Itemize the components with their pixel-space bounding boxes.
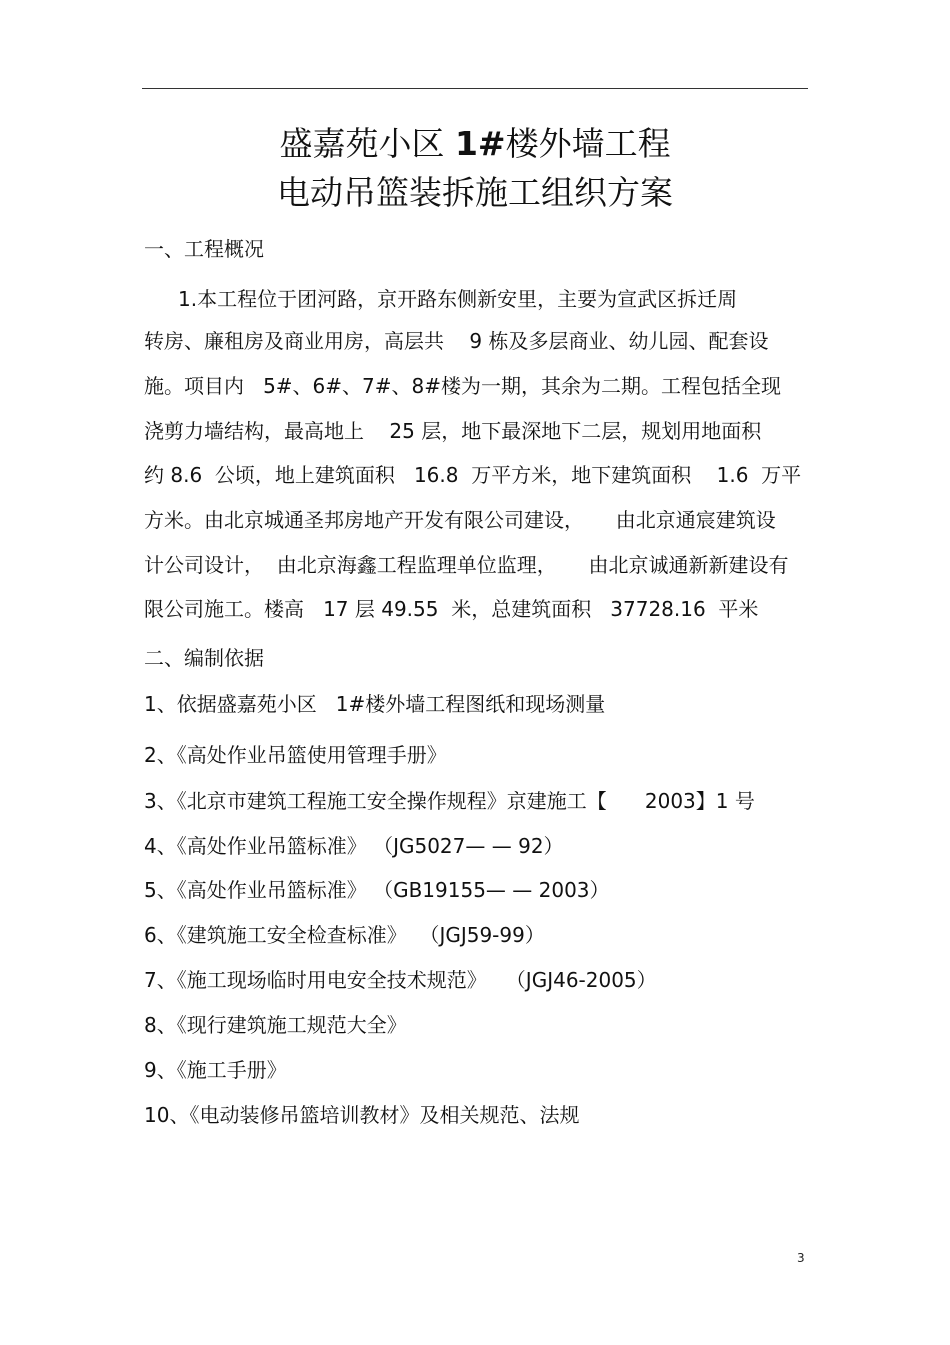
- reference-item: 10、《电动装修吊篮培训教材》及相关规范、法规: [144, 1103, 580, 1127]
- section-heading-basis: 二、编制依据: [144, 646, 264, 670]
- overview-line: 计公司设计， 由北京海鑫工程监理单位监理， 由北京诚通新新建设有: [144, 553, 789, 577]
- document-title-line1: [0, 124, 950, 164]
- reference-item: 4、《高处作业吊篮标准》 （JG5027— — 92）: [144, 834, 564, 858]
- overview-line: 限公司施工。楼高 17 层 49.55 米，总建筑面积 37728.16 平米: [144, 597, 759, 621]
- title-line1-part-c: 楼外墙工程: [505, 124, 671, 163]
- header-rule: [142, 88, 808, 89]
- reference-item: 8、《现行建筑施工规范大全》: [144, 1013, 407, 1037]
- reference-item: 1、依据盛嘉苑小区 1#楼外墙工程图纸和现场测量: [144, 692, 606, 716]
- overview-line: 浇剪力墙结构，最高地上 25 层，地下最深地下二层，规划用地面积: [144, 419, 762, 443]
- reference-item: 3、《北京市建筑工程施工安全操作规程》京建施工【 2003】1 号: [144, 789, 755, 813]
- overview-line: 施。项目内 5#、6#、7#、8#楼为一期，其余为二期。工程包括全现: [144, 374, 782, 398]
- section-heading-overview: 一、工程概况: [144, 237, 264, 261]
- reference-item: 9、《施工手册》: [144, 1058, 287, 1082]
- reference-item: 2、《高处作业吊篮使用管理手册》: [144, 743, 447, 767]
- overview-line: 1.本工程位于团河路，京开路东侧新安里，主要为宣武区拆迁周: [178, 287, 738, 311]
- title-line1-part-a: 盛嘉苑小区: [279, 124, 455, 163]
- reference-item: 7、《施工现场临时用电安全技术规范》 （JGJ46-2005）: [144, 968, 657, 992]
- page-number: 3: [797, 1251, 805, 1265]
- overview-line: 转房、廉租房及商业用房，高层共 9 栋及多层商业、幼儿园、配套设: [144, 329, 769, 353]
- document-title-line2: 电动吊篮装拆施工组织方案: [277, 173, 673, 212]
- title-line1-building-number: 1#: [454, 124, 506, 163]
- overview-line: 约 8.6 公顷，地上建筑面积 16.8 万平方米，地下建筑面积 1.6 万平: [144, 463, 802, 487]
- reference-item: 6、《建筑施工安全检查标准》 （JGJ59-99）: [144, 923, 545, 947]
- reference-item: 5、《高处作业吊篮标准》 （GB19155— — 2003）: [144, 878, 610, 902]
- overview-line: 方米。由北京城通圣邦房地产开发有限公司建设， 由北京通宸建筑设: [144, 508, 776, 532]
